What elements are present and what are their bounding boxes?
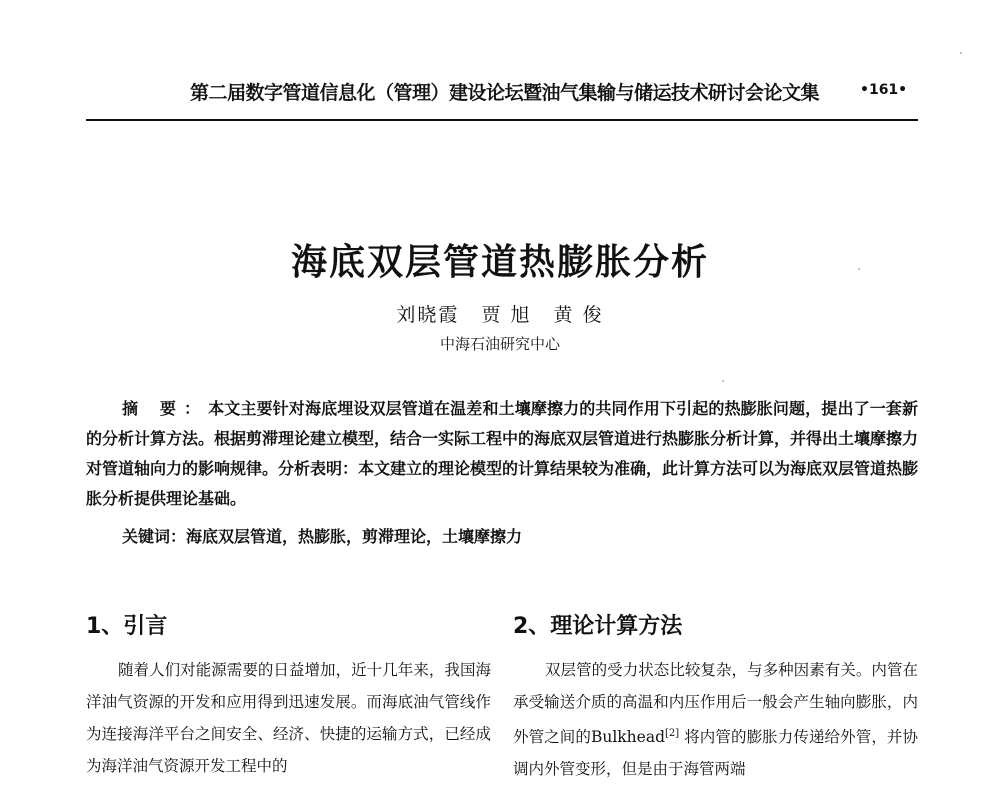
paper-title: 海底双层管道热膨胀分析	[290, 242, 709, 284]
citation-reference: [2]	[665, 728, 680, 739]
keywords	[122, 522, 918, 552]
section-text-part: 将内管的膨胀力传递给外管，并协调内外管变形，但是由于海管两端	[513, 728, 918, 779]
abstract-label: 摘 要：	[122, 399, 209, 418]
section-heading: 2、理论计算方法	[513, 614, 683, 639]
keywords-label: 关键词：	[122, 527, 187, 546]
section-method	[513, 612, 918, 785]
affiliation: 中海石油研究中心	[439, 335, 560, 353]
abstract-text: 本文主要针对海底埋设双层管道在温差和土壤摩擦力的共同作用下引起的热膨胀问题，提出了一套新的分析计算方法。根据剪滞理论建立模型，结合一实际工程中的海底双层管道进行热膨胀分析计算，并得出土壤摩擦力对管道轴向力的影响规律。分析表明：本文建立的理论模型的计算结果较为准确，此计算方法可以为海底双层管道热膨胀分析提供理论基础。	[86, 399, 919, 508]
section-heading: 1、引言	[86, 614, 168, 639]
running-head-title: 第二届数字管道信息化（管理）建设论坛暨油气集输与储运技术研讨会论文集	[190, 82, 820, 104]
author-name: 刘晓霞	[396, 304, 460, 326]
author-list	[0, 300, 1000, 327]
abstract	[86, 394, 918, 514]
section-text: 随着人们对能源需要的日益增加，近十几年来，我国海洋油气资源的开发和应用得到迅速发展。而海底油气管线作为连接海洋平台之间安全、经济、快捷的运输方式，已经成为海洋油气资源开发工程中的	[86, 661, 491, 775]
section-text	[513, 654, 918, 785]
author-name: 贾 旭	[481, 304, 532, 326]
header-rule	[86, 119, 918, 121]
page-number: •161•	[860, 82, 908, 98]
author-name: 黄 俊	[553, 304, 604, 326]
section-introduction	[86, 612, 491, 782]
scan-speck	[960, 52, 962, 54]
section-text-part: 双层管的受力状态比较复杂，与多种因素有关。内管在承受输送介质的高温和内压作用后一般会产生轴向膨胀，内外管之间的Bulkhead	[513, 661, 918, 747]
scan-speck	[858, 268, 860, 270]
scan-speck	[722, 380, 724, 382]
keywords-text: 海底双层管道，热膨胀，剪滞理论，土壤摩擦力	[186, 527, 523, 546]
